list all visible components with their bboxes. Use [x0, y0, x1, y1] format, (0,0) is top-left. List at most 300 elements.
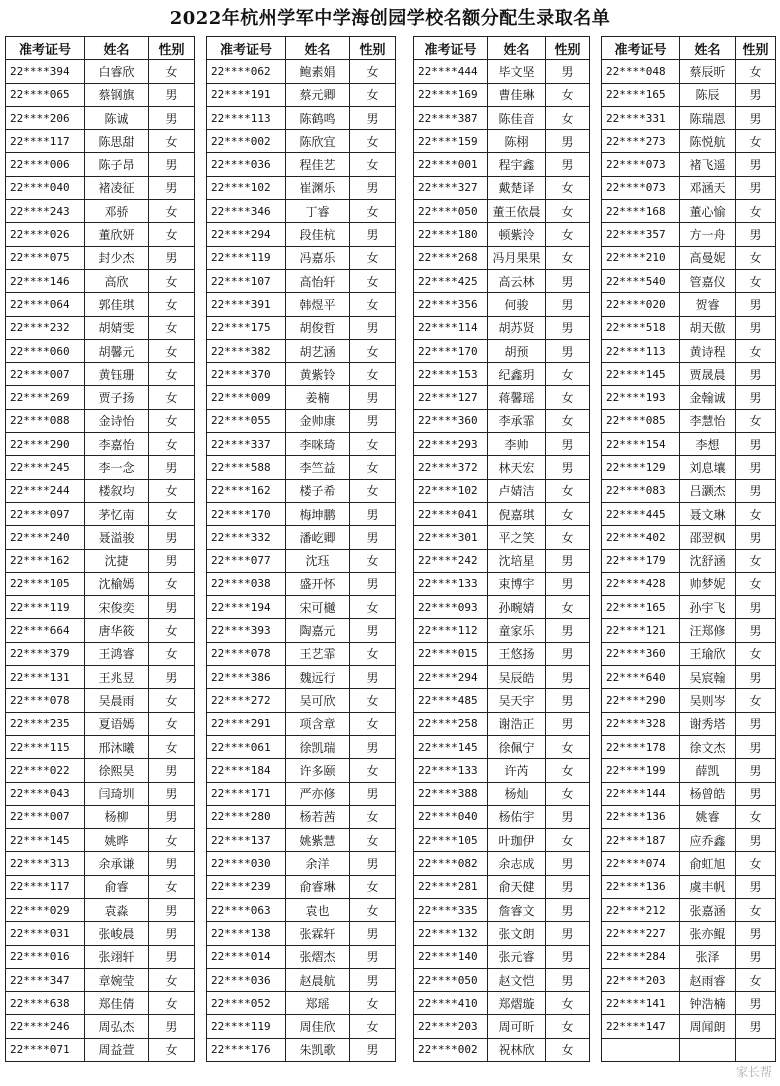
- cell-gender: 女: [350, 479, 396, 502]
- table-row: [6, 106, 195, 129]
- cell-exam-id: 22****133: [414, 759, 488, 782]
- table-row: [414, 316, 590, 339]
- cell-exam-id: 22****294: [207, 223, 286, 246]
- cell-gender: 女: [350, 712, 396, 735]
- table-row: [207, 805, 396, 828]
- table-row: [414, 409, 590, 432]
- cell-name: 孙畹婧: [488, 596, 546, 619]
- table-row: [602, 735, 776, 758]
- cell-gender: 男: [350, 782, 396, 805]
- cell-name: 贾晟晨: [680, 363, 736, 386]
- cell-gender: 女: [736, 968, 776, 991]
- table-row: [6, 689, 195, 712]
- cell-gender: 女: [546, 106, 590, 129]
- cell-exam-id: 22****071: [6, 1038, 85, 1061]
- cell-gender: 男: [350, 852, 396, 875]
- cell-exam-id: 22****273: [602, 130, 680, 153]
- cell-exam-id: 22****445: [602, 502, 680, 525]
- cell-name: 陈欣宜: [286, 130, 350, 153]
- cell-name: 黄钰珊: [85, 363, 149, 386]
- table-row: [6, 549, 195, 572]
- cell-gender: 男: [350, 945, 396, 968]
- cell-name: 吴可欣: [286, 689, 350, 712]
- cell-exam-id: 22****425: [414, 269, 488, 292]
- cell-name: 林天宏: [488, 456, 546, 479]
- cell-gender: 男: [149, 549, 195, 572]
- cell-name: 白睿欣: [85, 60, 149, 83]
- cell-name: 张熠杰: [286, 945, 350, 968]
- cell-name: 邵翌枫: [680, 526, 736, 549]
- table-row: [602, 339, 776, 362]
- cell-gender: 女: [546, 526, 590, 549]
- cell-gender: 女: [350, 60, 396, 83]
- cell-name: 李承霏: [488, 409, 546, 432]
- cell-exam-id: 22****393: [207, 619, 286, 642]
- cell-name: 胡预: [488, 339, 546, 362]
- cell-exam-id: 22****331: [602, 106, 680, 129]
- cell-gender: 女: [350, 898, 396, 921]
- cell-gender: 男: [736, 735, 776, 758]
- cell-exam-id: 22****041: [414, 502, 488, 525]
- table-row: [414, 922, 590, 945]
- table-row: [414, 1015, 590, 1038]
- table-row: [602, 409, 776, 432]
- table-row: [207, 759, 396, 782]
- admission-table-3: [413, 36, 590, 1062]
- cell-exam-id: 22****410: [414, 992, 488, 1015]
- cell-exam-id: 22****332: [207, 526, 286, 549]
- table-row: [602, 456, 776, 479]
- table-row: [207, 1015, 396, 1038]
- cell-gender: 男: [736, 829, 776, 852]
- table-row: [207, 293, 396, 316]
- cell-exam-id: 22****212: [602, 898, 680, 921]
- cell-exam-id: 22****097: [6, 502, 85, 525]
- cell-gender: 男: [546, 433, 590, 456]
- table-row: [6, 293, 195, 316]
- cell-gender: 女: [546, 200, 590, 223]
- cell-exam-id: 22****176: [207, 1038, 286, 1061]
- cell-name: 余承谦: [85, 852, 149, 875]
- table-row: [6, 572, 195, 595]
- cell-gender: 男: [546, 922, 590, 945]
- table-row: [6, 829, 195, 852]
- table-row: [414, 735, 590, 758]
- cell-name: 余志成: [488, 852, 546, 875]
- cell-exam-id: 22****114: [414, 316, 488, 339]
- cell-exam-id: 22****140: [414, 945, 488, 968]
- cell-gender: 男: [149, 852, 195, 875]
- table-row: [207, 549, 396, 572]
- table-row: [602, 479, 776, 502]
- table-row: [414, 293, 590, 316]
- cell-gender: 女: [736, 409, 776, 432]
- table-row: [6, 666, 195, 689]
- table-row: [6, 409, 195, 432]
- cell-exam-id: 22****235: [6, 712, 85, 735]
- table-row: [207, 735, 396, 758]
- cell-gender: 女: [736, 339, 776, 362]
- table-row: [414, 83, 590, 106]
- cell-gender: 男: [350, 1038, 396, 1061]
- cell-gender: 女: [149, 479, 195, 502]
- table-row: [6, 945, 195, 968]
- cell-name: 俞虹旭: [680, 852, 736, 875]
- table-header-row: [602, 37, 776, 60]
- cell-gender: 女: [736, 549, 776, 572]
- cell-gender: 女: [350, 130, 396, 153]
- cell-exam-id: 22****193: [602, 386, 680, 409]
- table-row: [414, 130, 590, 153]
- cell-name: 蒋馨瑶: [488, 386, 546, 409]
- table-row: [602, 642, 776, 665]
- table-row: [6, 712, 195, 735]
- table-row: [602, 992, 776, 1015]
- cell-name: 刘息壤: [680, 456, 736, 479]
- cell-exam-id: 22****036: [207, 968, 286, 991]
- table-row: [414, 386, 590, 409]
- cell-name: 吴天宇: [488, 689, 546, 712]
- cell-gender: 女: [350, 875, 396, 898]
- cell-gender: 男: [546, 153, 590, 176]
- table-row: [6, 968, 195, 991]
- cell-name: 丁睿: [286, 200, 350, 223]
- cell-exam-id: 22****337: [207, 433, 286, 456]
- table-row: [207, 502, 396, 525]
- cell-gender: 女: [546, 829, 590, 852]
- table-row: [6, 223, 195, 246]
- cell-exam-id: 22****245: [6, 456, 85, 479]
- cell-exam-id: 22****002: [207, 130, 286, 153]
- cell-name: 张文朗: [488, 922, 546, 945]
- table-row: [6, 992, 195, 1015]
- cell-gender: 女: [350, 83, 396, 106]
- header-id: 准考证号: [414, 37, 488, 60]
- table-row: [6, 456, 195, 479]
- cell-gender: 男: [736, 992, 776, 1015]
- cell-exam-id: 22****136: [602, 875, 680, 898]
- cell-name: 方一舟: [680, 223, 736, 246]
- cell-gender: 男: [736, 922, 776, 945]
- cell-name: 王艺霏: [286, 642, 350, 665]
- cell-exam-id: 22****199: [602, 759, 680, 782]
- cell-gender: 男: [736, 106, 776, 129]
- cell-exam-id: 22****313: [6, 852, 85, 875]
- cell-gender: 男: [149, 898, 195, 921]
- header-name: 姓名: [488, 37, 546, 60]
- cell-name: 张元睿: [488, 945, 546, 968]
- cell-gender: 男: [736, 83, 776, 106]
- cell-name: 童家乐: [488, 619, 546, 642]
- table-row: [6, 852, 195, 875]
- cell-name: 陈思甜: [85, 130, 149, 153]
- table-row: [207, 572, 396, 595]
- cell-gender: 男: [736, 759, 776, 782]
- cell-gender: 男: [546, 619, 590, 642]
- cell-name: 祝林欣: [488, 1038, 546, 1061]
- cell-exam-id: 22****246: [6, 1015, 85, 1038]
- cell-exam-id: 22****031: [6, 922, 85, 945]
- cell-gender: 男: [350, 572, 396, 595]
- table-row: [602, 130, 776, 153]
- cell-exam-id: 22****428: [602, 572, 680, 595]
- admission-table-4: [601, 36, 776, 1062]
- header-gender: 性别: [546, 37, 590, 60]
- table-row: [602, 898, 776, 921]
- table-row: [414, 759, 590, 782]
- cell-name: 周弘杰: [85, 1015, 149, 1038]
- cell-exam-id: 22****187: [602, 829, 680, 852]
- cell-gender: 男: [546, 666, 590, 689]
- cell-name: 卢婧洁: [488, 479, 546, 502]
- table-row: [414, 246, 590, 269]
- table-row: [414, 223, 590, 246]
- cell-name: 陈鹤鸣: [286, 106, 350, 129]
- cell-exam-id: 22****062: [207, 60, 286, 83]
- cell-gender: 男: [546, 269, 590, 292]
- table-row: [414, 852, 590, 875]
- table-row: [602, 572, 776, 595]
- cell-name: 虞丰帆: [680, 875, 736, 898]
- cell-name: 叶珈伊: [488, 829, 546, 852]
- cell-gender: 男: [149, 176, 195, 199]
- cell-gender: 女: [149, 502, 195, 525]
- table-row: [6, 619, 195, 642]
- cell-exam-id: 22****050: [414, 200, 488, 223]
- cell-gender: 女: [149, 712, 195, 735]
- table-row: [414, 153, 590, 176]
- cell-gender: 男: [546, 60, 590, 83]
- cell-name: 李慧怡: [680, 409, 736, 432]
- cell-name: 郑熠璇: [488, 992, 546, 1015]
- cell-exam-id: 22****268: [414, 246, 488, 269]
- cell-name: 俞天健: [488, 875, 546, 898]
- cell-name: 鲍素娟: [286, 60, 350, 83]
- cell-gender: 女: [149, 433, 195, 456]
- table-row: [6, 60, 195, 83]
- cell-name: 姚紫慧: [286, 829, 350, 852]
- cell-name: 杨若茜: [286, 805, 350, 828]
- cell-exam-id: 22****117: [6, 130, 85, 153]
- cell-gender: 男: [149, 945, 195, 968]
- cell-exam-id: 22****105: [6, 572, 85, 595]
- table-row: [207, 596, 396, 619]
- cell-gender: 女: [350, 153, 396, 176]
- cell-name: 梅坤鹏: [286, 502, 350, 525]
- cell-name: 宋俊奕: [85, 596, 149, 619]
- cell-name: 谢秀塔: [680, 712, 736, 735]
- cell-exam-id: 22****444: [414, 60, 488, 83]
- cell-exam-id: 22****165: [602, 596, 680, 619]
- cell-name: 褚凌征: [85, 176, 149, 199]
- cell-exam-id: 22****269: [6, 386, 85, 409]
- cell-gender: 女: [736, 200, 776, 223]
- cell-name: 韩煜平: [286, 293, 350, 316]
- cell-gender: 女: [149, 200, 195, 223]
- cell-gender: 男: [350, 526, 396, 549]
- cell-name: 钟浩楠: [680, 992, 736, 1015]
- cell-exam-id: 22****146: [6, 269, 85, 292]
- table-row: [414, 479, 590, 502]
- cell-exam-id: 22****518: [602, 316, 680, 339]
- table-row: [6, 1015, 195, 1038]
- cell-gender: 女: [546, 782, 590, 805]
- table-row: [602, 83, 776, 106]
- table-row: [602, 712, 776, 735]
- cell-name: 沈培星: [488, 549, 546, 572]
- cell-gender: 女: [546, 1015, 590, 1038]
- table-row: [602, 176, 776, 199]
- cell-exam-id: 22****064: [6, 293, 85, 316]
- cell-name: 戴楚译: [488, 176, 546, 199]
- cell-gender: 女: [546, 502, 590, 525]
- cell-gender: 男: [736, 386, 776, 409]
- cell-gender: [736, 1038, 776, 1061]
- cell-name: 李帅: [488, 433, 546, 456]
- cell-exam-id: 22****131: [6, 666, 85, 689]
- cell-exam-id: 22****402: [602, 526, 680, 549]
- cell-name: 吕灏杰: [680, 479, 736, 502]
- cell-exam-id: 22****102: [414, 479, 488, 502]
- cell-name: 余洋: [286, 852, 350, 875]
- cell-exam-id: 22****347: [6, 968, 85, 991]
- header-name: 姓名: [286, 37, 350, 60]
- cell-exam-id: 22****386: [207, 666, 286, 689]
- header-gender: 性别: [736, 37, 776, 60]
- cell-exam-id: 22****293: [414, 433, 488, 456]
- table-row: [414, 572, 590, 595]
- cell-name: 李咪琦: [286, 433, 350, 456]
- cell-name: 沈捷: [85, 549, 149, 572]
- cell-exam-id: 22****243: [6, 200, 85, 223]
- cell-name: 段佳杭: [286, 223, 350, 246]
- cell-gender: 男: [350, 106, 396, 129]
- cell-gender: 女: [546, 596, 590, 619]
- cell-name: 张嘉涵: [680, 898, 736, 921]
- cell-gender: 女: [149, 363, 195, 386]
- table-row: [602, 526, 776, 549]
- cell-gender: 男: [149, 782, 195, 805]
- cell-exam-id: 22****244: [6, 479, 85, 502]
- table-row: [207, 246, 396, 269]
- cell-gender: 男: [736, 479, 776, 502]
- cell-name: 胡婧雯: [85, 316, 149, 339]
- cell-exam-id: 22****016: [6, 945, 85, 968]
- cell-exam-id: 22****301: [414, 526, 488, 549]
- cell-gender: 女: [350, 829, 396, 852]
- table-row: [414, 992, 590, 1015]
- cell-name: 陶嘉元: [286, 619, 350, 642]
- cell-gender: 男: [350, 922, 396, 945]
- table-row: [602, 153, 776, 176]
- table-row: [602, 852, 776, 875]
- cell-exam-id: 22****078: [207, 642, 286, 665]
- cell-exam-id: 22****290: [6, 433, 85, 456]
- table-row: [6, 782, 195, 805]
- table-row: [414, 433, 590, 456]
- cell-exam-id: 22****664: [6, 619, 85, 642]
- cell-gender: 男: [149, 1015, 195, 1038]
- cell-exam-id: 22****191: [207, 83, 286, 106]
- table-row: [207, 666, 396, 689]
- cell-gender: 男: [546, 549, 590, 572]
- cell-name: 杨曾皓: [680, 782, 736, 805]
- cell-exam-id: 22****102: [207, 176, 286, 199]
- cell-gender: 男: [546, 805, 590, 828]
- cell-exam-id: 22****203: [602, 968, 680, 991]
- cell-exam-id: 22****294: [414, 666, 488, 689]
- cell-exam-id: 22****078: [6, 689, 85, 712]
- cell-name: 吴辰皓: [488, 666, 546, 689]
- cell-exam-id: 22****159: [414, 130, 488, 153]
- cell-gender: 女: [546, 992, 590, 1015]
- cell-name: 董心愉: [680, 200, 736, 223]
- table-row: [6, 1038, 195, 1061]
- cell-gender: 女: [546, 176, 590, 199]
- table-row: [414, 968, 590, 991]
- cell-name: 封少杰: [85, 246, 149, 269]
- cell-gender: 男: [736, 666, 776, 689]
- cell-exam-id: 22****242: [414, 549, 488, 572]
- cell-gender: 女: [736, 689, 776, 712]
- table-row: [6, 246, 195, 269]
- cell-exam-id: 22****357: [602, 223, 680, 246]
- table-header-row: [207, 37, 396, 60]
- cell-name: 潘屹卿: [286, 526, 350, 549]
- table-row: [414, 898, 590, 921]
- cell-name: 董王依晨: [488, 200, 546, 223]
- cell-name: 金诗怡: [85, 409, 149, 432]
- table-row: [207, 642, 396, 665]
- table-row: [207, 782, 396, 805]
- table-row: [414, 1038, 590, 1061]
- cell-gender: 女: [149, 992, 195, 1015]
- cell-exam-id: 22****280: [207, 805, 286, 828]
- cell-name: 陈悦航: [680, 130, 736, 153]
- cell-name: 胡俊哲: [286, 316, 350, 339]
- cell-gender: 男: [546, 339, 590, 362]
- cell-exam-id: 22****060: [6, 339, 85, 362]
- cell-name: 徐文杰: [680, 735, 736, 758]
- table-row: [207, 689, 396, 712]
- cell-gender: 男: [736, 223, 776, 246]
- cell-name: 邢沐曦: [85, 735, 149, 758]
- cell-name: 盛开怀: [286, 572, 350, 595]
- cell-gender: 女: [149, 316, 195, 339]
- cell-exam-id: 22****210: [602, 246, 680, 269]
- cell-gender: 女: [350, 200, 396, 223]
- cell-name: 陈栩: [488, 130, 546, 153]
- table-row: [207, 992, 396, 1015]
- cell-gender: 女: [350, 642, 396, 665]
- cell-exam-id: 22****009: [207, 386, 286, 409]
- cell-exam-id: 22****394: [6, 60, 85, 83]
- cell-name: 李竺益: [286, 456, 350, 479]
- cell-gender: 男: [736, 316, 776, 339]
- table-row: [207, 922, 396, 945]
- cell-gender: 男: [350, 968, 396, 991]
- cell-gender: 男: [546, 130, 590, 153]
- cell-gender: 女: [736, 572, 776, 595]
- table-row: [207, 269, 396, 292]
- cell-gender: 女: [149, 572, 195, 595]
- table-row: [207, 1038, 396, 1061]
- cell-exam-id: 22****328: [602, 712, 680, 735]
- cell-gender: 女: [149, 735, 195, 758]
- table-row: [207, 223, 396, 246]
- cell-exam-id: 22****119: [207, 1015, 286, 1038]
- cell-gender: 女: [149, 386, 195, 409]
